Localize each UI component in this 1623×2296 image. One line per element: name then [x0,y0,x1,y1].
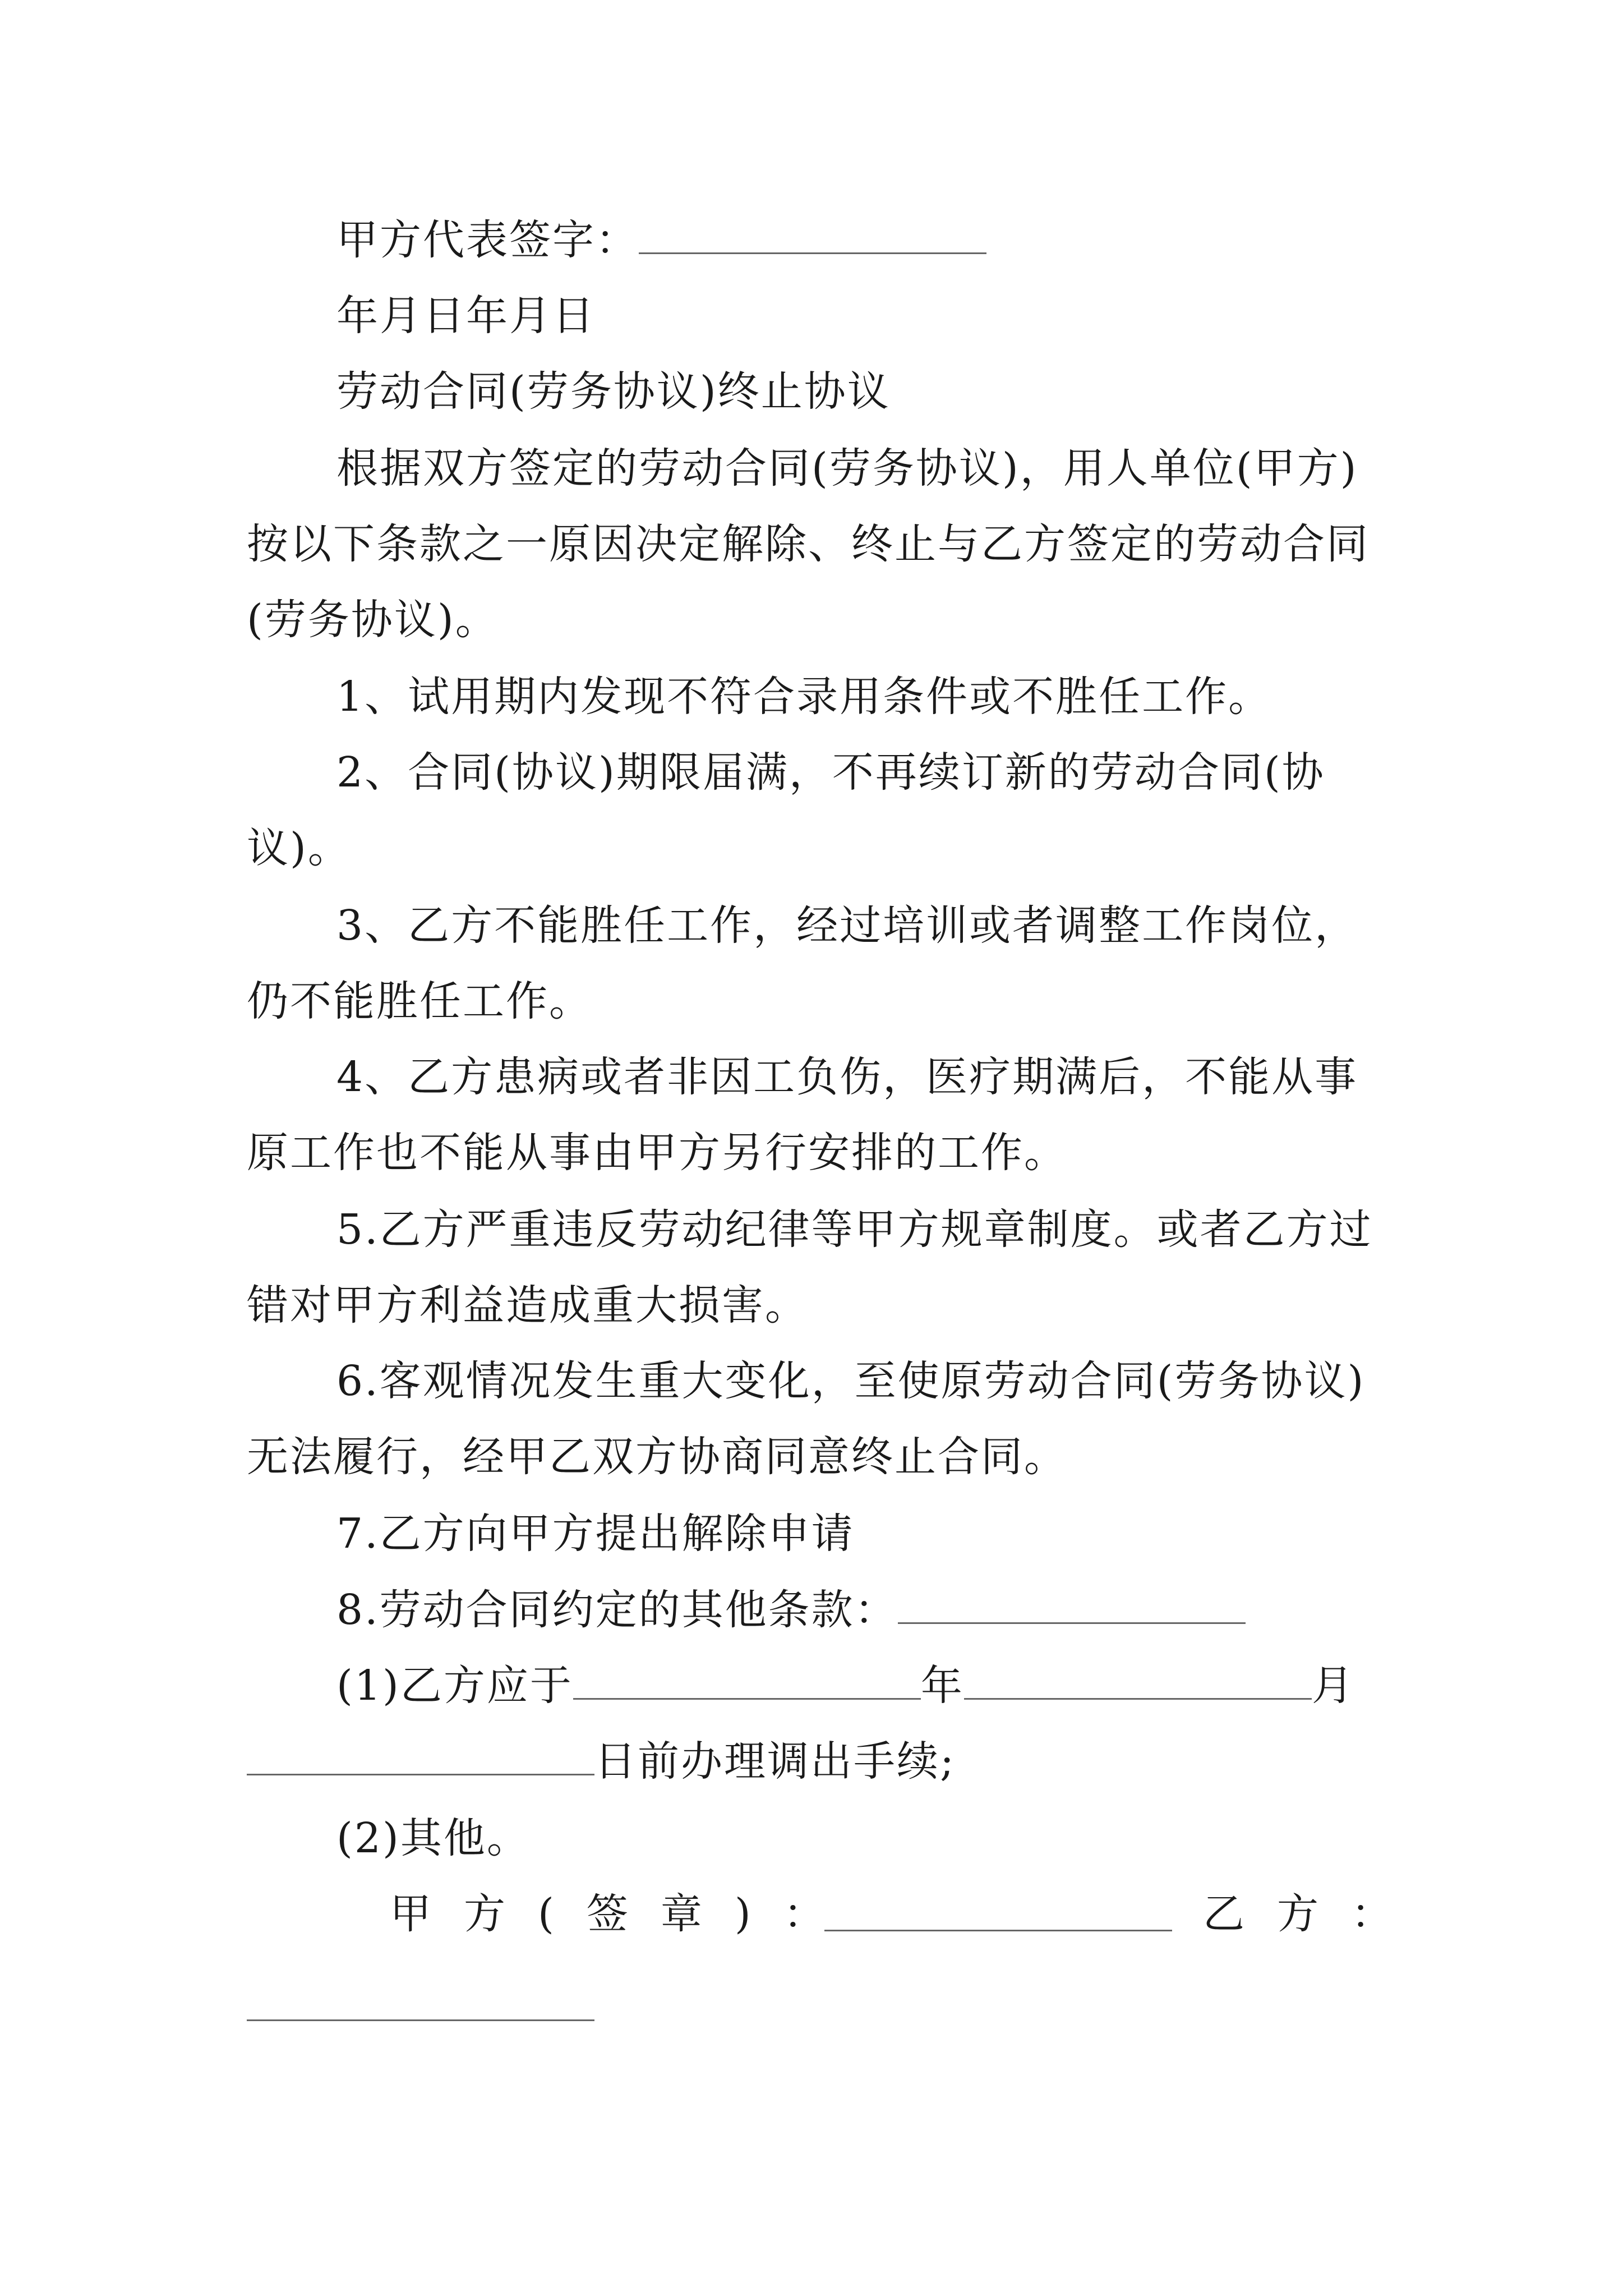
rep-signature-line [336,212,986,268]
party-b-blank [247,2019,594,2021]
item-5-line: 5.乙方严重违反劳动纪律等甲方规章制度。或者乙方过 [336,1205,1373,1254]
party-b-label: 乙方： [1203,1890,1425,1938]
rep-signature-blank [639,213,986,254]
intro-line: 按以下条款之一原因决定解除、终止与乙方签定的劳动合同 [247,520,1370,568]
item-4-line: 4、乙方患病或者非因工负伤，医疗期满后，不能从事 [336,1053,1358,1101]
item-5-line: 错对甲方利益造成重大损害。 [247,1281,808,1329]
clause-1-suffix: 日前办理调出手续; [594,1737,956,1786]
clause-1-month: 月 [1311,1662,1355,1710]
intro-line: 根据双方签定的劳动合同(劳务协议)，用人单位(甲方) [336,444,1358,493]
item-2-line: 议)。 [247,824,351,872]
date-line: 年月日年月日 [336,292,596,340]
item-3-line: 3、乙方不能胜任工作，经过培训或者调整工作岗位， [336,901,1358,950]
item-8-label: 8.劳动合同约定的其他条款： [336,1586,898,1634]
item-2-line: 2、合同(协议)期限届满，不再续订新的劳动合同(协 [336,748,1325,797]
item-3-line: 仍不能胜任工作。 [247,977,592,1025]
item-8-line [336,1582,1246,1638]
clause-1-day-blank [247,1734,594,1775]
item-6-line: 无法履行，经甲乙双方协商同意终止合同。 [247,1433,1067,1481]
item-6-line: 6.客观情况发生重大变化，至使原劳动合同(劳务协议) [336,1357,1366,1405]
intro-line: (劳务协议)。 [247,596,499,644]
clause-2-line: (2)其他。 [336,1814,530,1862]
clause-1-line [336,1658,1355,1714]
document-title: 劳动合同(劳务协议)终止协议 [336,367,891,416]
item-4-line: 原工作也不能从事由甲方另行安排的工作。 [247,1129,1067,1177]
rep-signature-label: 甲方代表签字： [336,216,639,264]
clause-1-month-blank [964,1659,1312,1700]
clause-1-year: 年 [920,1662,964,1710]
item-1-line: 1、试用期内发现不符合录用条件或不胜任工作。 [336,673,1272,721]
clause-1-year-blank [573,1659,921,1700]
party-a-label: 甲方(签章)： [390,1890,857,1938]
item-8-blank [898,1583,1246,1624]
party-a-blank [824,1930,1172,1931]
clause-1-continuation [247,1733,956,1789]
clause-1-prefix: (1)乙方应于 [336,1662,573,1710]
item-7-line: 7.乙方向甲方提出解除申请 [336,1510,855,1558]
